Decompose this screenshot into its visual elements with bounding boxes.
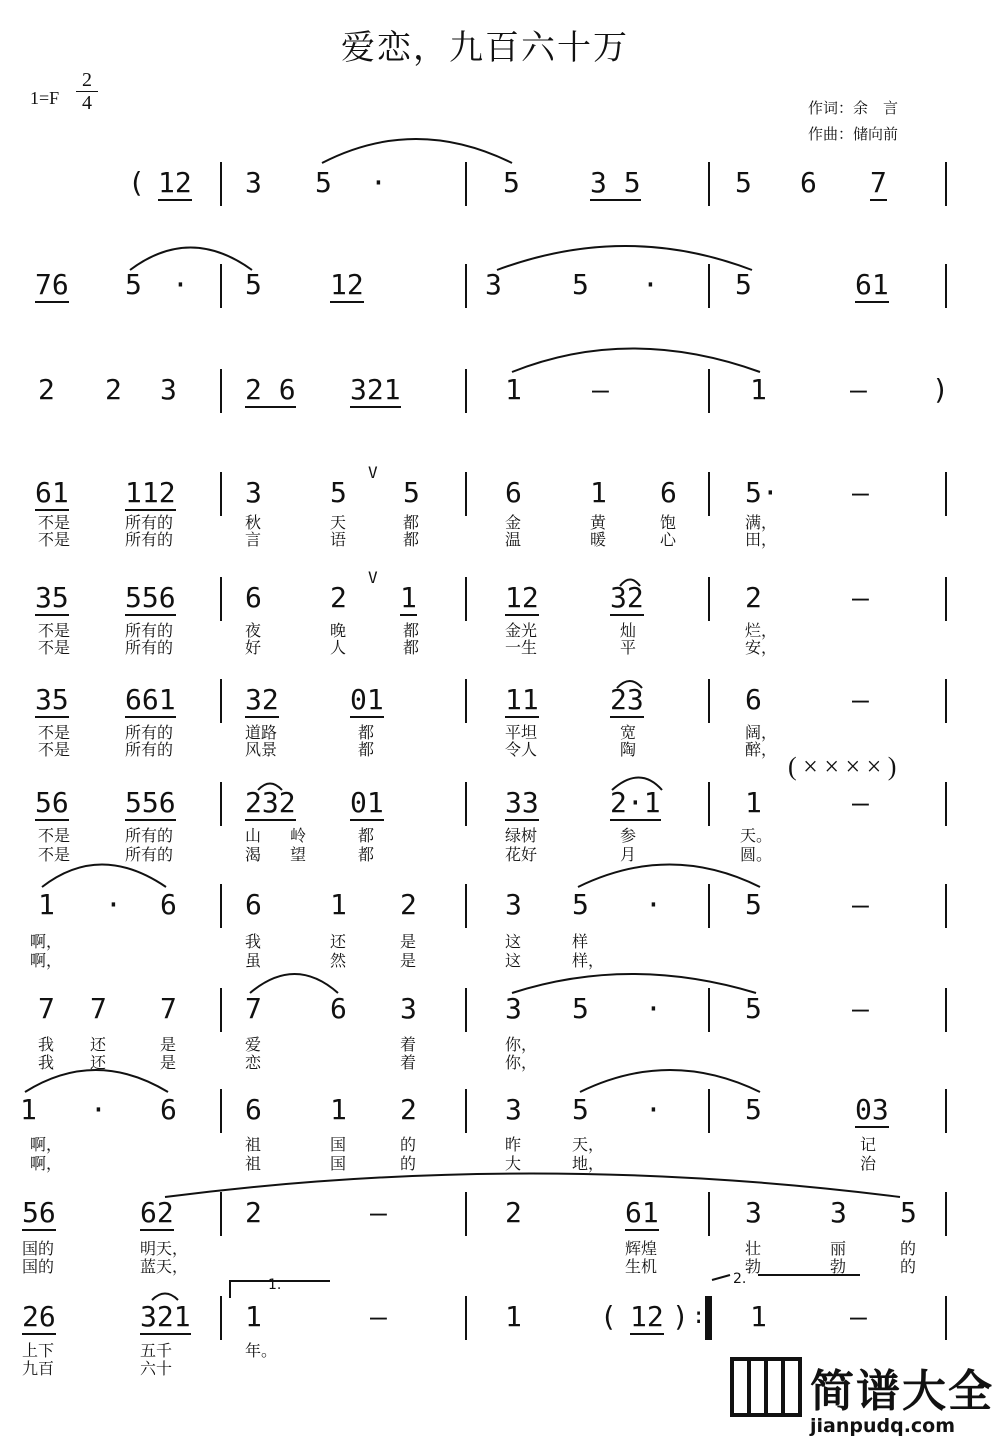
lyric: 啊， bbox=[30, 951, 63, 970]
note: 1 bbox=[505, 373, 522, 406]
lyric: 这 bbox=[505, 951, 522, 970]
note: 7 bbox=[870, 166, 887, 199]
note: 321 bbox=[140, 1300, 191, 1333]
note: 5 bbox=[745, 992, 762, 1025]
lyric: 陶 bbox=[620, 740, 637, 759]
note: 1 bbox=[400, 581, 417, 614]
lyric: 这 bbox=[505, 932, 522, 951]
note: 56 bbox=[35, 786, 69, 819]
note: – bbox=[852, 476, 869, 509]
lyric: 记 bbox=[860, 1135, 877, 1154]
repeat-barline bbox=[705, 1296, 712, 1340]
note: 5 bbox=[745, 1093, 762, 1126]
note: 1 bbox=[330, 888, 347, 921]
note: 01 bbox=[350, 786, 384, 819]
slur bbox=[42, 865, 166, 888]
lyric: 人 bbox=[330, 638, 347, 657]
note: 5 bbox=[403, 476, 420, 509]
note: · bbox=[90, 1093, 107, 1126]
note: 2 bbox=[505, 1196, 522, 1229]
note: 5 bbox=[245, 268, 262, 301]
note: 5 bbox=[125, 268, 142, 301]
lyric: 醉， bbox=[745, 740, 778, 759]
lyric: 丽 bbox=[830, 1239, 847, 1258]
lyric: 治 bbox=[860, 1154, 877, 1173]
lyric: 语 bbox=[330, 530, 347, 549]
lyric: 的 bbox=[900, 1257, 917, 1276]
note: 1 bbox=[590, 476, 607, 509]
note: · bbox=[370, 166, 387, 199]
lyric: 不是 bbox=[38, 638, 71, 657]
lyric: 都 bbox=[358, 723, 375, 742]
note: – bbox=[370, 1196, 387, 1229]
note: 03 bbox=[855, 1093, 889, 1126]
lyric: 绿树 bbox=[505, 826, 538, 845]
lyric: 宽 bbox=[620, 723, 637, 742]
slur bbox=[580, 1070, 760, 1092]
lyric: 着 bbox=[400, 1053, 417, 1072]
note: · bbox=[645, 1093, 662, 1126]
note: 3 bbox=[830, 1196, 847, 1229]
paren-open: ( bbox=[128, 166, 145, 199]
lyric: 都 bbox=[403, 513, 420, 532]
note: 6 bbox=[245, 1093, 262, 1126]
lyric: 山 bbox=[245, 826, 262, 845]
note: 3 bbox=[245, 476, 262, 509]
paren-close: ) bbox=[932, 373, 949, 406]
repeat-dots: : bbox=[692, 1304, 706, 1329]
lyric: 风景 bbox=[245, 740, 278, 759]
note: 32 bbox=[245, 683, 279, 716]
lyric: 还 bbox=[90, 1035, 107, 1054]
lyric: 着 bbox=[400, 1035, 417, 1054]
lyric: 的 bbox=[400, 1154, 417, 1173]
lyric: 不是 bbox=[38, 740, 71, 759]
note: – bbox=[370, 1300, 387, 1333]
note: 5 bbox=[315, 166, 332, 199]
lyric: 是 bbox=[400, 932, 417, 951]
lyric: 黄 bbox=[590, 513, 607, 532]
slur bbox=[25, 1070, 168, 1092]
lyric: 大 bbox=[505, 1154, 522, 1173]
lyric: 明天， bbox=[140, 1239, 189, 1258]
note: – bbox=[850, 373, 867, 406]
breath-mark: V bbox=[368, 463, 378, 482]
lyric: 祖 bbox=[245, 1154, 262, 1173]
lyric: 都 bbox=[358, 740, 375, 759]
note: 2·1 bbox=[610, 786, 661, 819]
note: – bbox=[852, 888, 869, 921]
lyric: 还 bbox=[90, 1053, 107, 1072]
lyric: 所有的 bbox=[125, 826, 174, 845]
lyric: 温 bbox=[505, 530, 522, 549]
lyric: 平坦 bbox=[505, 723, 538, 742]
lyric: 不是 bbox=[38, 723, 71, 742]
lyric: 参 bbox=[620, 826, 637, 845]
lyric: 样， bbox=[572, 951, 605, 970]
composer: 作曲：储向前 bbox=[808, 125, 899, 143]
volta-1: 1. bbox=[268, 1277, 282, 1293]
lyric: 是 bbox=[160, 1035, 177, 1054]
note: 5· bbox=[745, 476, 779, 509]
note: 3 bbox=[505, 1093, 522, 1126]
piano-keys-icon bbox=[730, 1357, 802, 1417]
note: – bbox=[852, 683, 869, 716]
note: 5 bbox=[572, 1093, 589, 1126]
lyric: 五千 bbox=[140, 1341, 173, 1360]
note: 1 bbox=[38, 888, 55, 921]
watermark-url: jianpudq.com bbox=[810, 1415, 956, 1437]
paren-close: ) bbox=[672, 1300, 689, 1333]
note: 6 bbox=[505, 476, 522, 509]
note: 7 bbox=[160, 992, 177, 1025]
note: 5 bbox=[572, 268, 589, 301]
slur bbox=[250, 974, 338, 993]
note: 35 bbox=[35, 683, 69, 716]
note: 661 bbox=[125, 683, 176, 716]
note: 23 bbox=[610, 683, 644, 716]
note: 3 bbox=[505, 992, 522, 1025]
lyric: 不是 bbox=[38, 530, 71, 549]
note: 3 bbox=[505, 888, 522, 921]
note: 12 bbox=[505, 581, 539, 614]
note: · bbox=[645, 888, 662, 921]
note: 61 bbox=[855, 268, 889, 301]
lyric: 样 bbox=[572, 932, 589, 951]
lyric: 都 bbox=[358, 826, 375, 845]
lyric: 都 bbox=[403, 638, 420, 657]
note: 2 bbox=[105, 373, 122, 406]
lyric: 秋 bbox=[245, 513, 262, 532]
lyric: 生机 bbox=[625, 1257, 658, 1276]
lyric: 令人 bbox=[505, 740, 538, 759]
note: 1 bbox=[745, 786, 762, 819]
note: 556 bbox=[125, 581, 176, 614]
note: 7 bbox=[38, 992, 55, 1025]
lyric: 地， bbox=[572, 1154, 605, 1173]
slur bbox=[512, 974, 756, 993]
note: 6 bbox=[160, 888, 177, 921]
lyric: 是 bbox=[400, 951, 417, 970]
note: 62 bbox=[140, 1196, 174, 1229]
lyric: 勃 bbox=[745, 1257, 762, 1276]
lyric: 我 bbox=[38, 1035, 55, 1054]
note: 61 bbox=[35, 476, 69, 509]
lyric: 勃 bbox=[830, 1257, 847, 1276]
note: 5 bbox=[735, 268, 752, 301]
note: 2 bbox=[245, 1196, 262, 1229]
lyric: 的 bbox=[400, 1135, 417, 1154]
lyric: 祖 bbox=[245, 1135, 262, 1154]
slur bbox=[512, 349, 760, 373]
note: 2 6 bbox=[245, 373, 296, 406]
note: 2 bbox=[400, 1093, 417, 1126]
lyric: 岭 bbox=[290, 826, 307, 845]
note: 12 bbox=[158, 166, 192, 199]
lyric: 不是 bbox=[38, 621, 71, 640]
lyric: 心 bbox=[660, 530, 677, 549]
lyric: 上下 bbox=[22, 1341, 55, 1360]
slur bbox=[578, 865, 760, 888]
lyric: 烂， bbox=[745, 621, 778, 640]
note: 5 bbox=[745, 888, 762, 921]
note: 01 bbox=[350, 683, 384, 716]
lyric: 蓝天， bbox=[140, 1257, 189, 1276]
lyric: 都 bbox=[358, 845, 375, 864]
slur bbox=[130, 248, 252, 271]
note: 5 bbox=[572, 992, 589, 1025]
lyric: 国 bbox=[330, 1154, 347, 1173]
lyric: 金 bbox=[505, 513, 522, 532]
note: 5 bbox=[503, 166, 520, 199]
lyric: 田， bbox=[745, 530, 778, 549]
lyric: 暖 bbox=[590, 530, 607, 549]
lyric: 一生 bbox=[505, 638, 538, 657]
lyric: 辉煌 bbox=[625, 1239, 658, 1258]
lyric: 天 bbox=[330, 513, 347, 532]
note: 321 bbox=[350, 373, 401, 406]
time-signature bbox=[76, 70, 98, 113]
note: 1 bbox=[750, 1300, 767, 1333]
note: – bbox=[592, 373, 609, 406]
lyric: 虽 bbox=[245, 951, 262, 970]
slur bbox=[497, 246, 752, 270]
lyric: 你， bbox=[505, 1035, 538, 1054]
lyric: 爱 bbox=[245, 1035, 262, 1054]
lyric: 好 bbox=[245, 638, 262, 657]
lyric: 所有的 bbox=[125, 621, 174, 640]
lyric: 国 bbox=[330, 1135, 347, 1154]
lyric: 恋 bbox=[245, 1053, 262, 1072]
breath-mark: V bbox=[368, 568, 378, 587]
lyric: 都 bbox=[403, 621, 420, 640]
note: 11 bbox=[505, 683, 539, 716]
lyric: 国的 bbox=[22, 1257, 55, 1276]
lyric: 圆。 bbox=[740, 845, 773, 864]
lyric: 年。 bbox=[245, 1341, 278, 1360]
note: 6 bbox=[745, 683, 762, 716]
note: 3 bbox=[160, 373, 177, 406]
lyric: 言 bbox=[245, 530, 262, 549]
note: 6 bbox=[245, 581, 262, 614]
note: 3 bbox=[245, 166, 262, 199]
lyric: 所有的 bbox=[125, 530, 174, 549]
lyric: 壮 bbox=[745, 1239, 762, 1258]
lyric: 然 bbox=[330, 951, 347, 970]
lyric: 天， bbox=[572, 1135, 605, 1154]
key-signature: 1=F bbox=[30, 88, 60, 108]
note: · bbox=[645, 992, 662, 1025]
note: 1 bbox=[505, 1300, 522, 1333]
lyric: 金光 bbox=[505, 621, 538, 640]
lyric: 所有的 bbox=[125, 513, 174, 532]
time-bottom: 4 bbox=[82, 92, 92, 114]
note: · bbox=[105, 888, 122, 921]
lyric: 昨 bbox=[505, 1135, 522, 1154]
note: 33 bbox=[505, 786, 539, 819]
lyric: 所有的 bbox=[125, 723, 174, 742]
note: 5 bbox=[330, 476, 347, 509]
note: 76 bbox=[35, 268, 69, 301]
lyric: 我 bbox=[38, 1053, 55, 1072]
note: 3 5 bbox=[590, 166, 641, 199]
note: 5 bbox=[900, 1196, 917, 1229]
note: 12 bbox=[630, 1300, 664, 1333]
lyric: 你， bbox=[505, 1053, 538, 1072]
note: 3 bbox=[400, 992, 417, 1025]
lyric: 夜 bbox=[245, 621, 262, 640]
lyric: 是 bbox=[160, 1053, 177, 1072]
note: 232 bbox=[245, 786, 296, 819]
note: 5 bbox=[735, 166, 752, 199]
note: 6 bbox=[660, 476, 677, 509]
note: 26 bbox=[22, 1300, 56, 1333]
lyric: 道路 bbox=[245, 723, 278, 742]
lyric: 不是 bbox=[38, 826, 71, 845]
note: – bbox=[852, 786, 869, 819]
note: · bbox=[642, 268, 659, 301]
slur bbox=[165, 1174, 900, 1198]
lyric: 啊， bbox=[30, 1135, 63, 1154]
time-top: 2 bbox=[82, 69, 92, 91]
lyric: 晚 bbox=[330, 621, 347, 640]
note: 112 bbox=[125, 476, 176, 509]
lyric: 望 bbox=[290, 845, 307, 864]
interlude-rest: ( × × × × ) bbox=[788, 752, 897, 781]
note: 35 bbox=[35, 581, 69, 614]
lyric: 啊， bbox=[30, 932, 63, 951]
note: 3 bbox=[485, 268, 502, 301]
note: 7 bbox=[90, 992, 107, 1025]
watermark bbox=[730, 1355, 994, 1445]
lyric: 阔， bbox=[745, 723, 778, 742]
note: 2 bbox=[330, 581, 347, 614]
paren-open: ( bbox=[600, 1300, 617, 1333]
note: 32 bbox=[610, 581, 644, 614]
note: 61 bbox=[625, 1196, 659, 1229]
lyric: 所有的 bbox=[125, 740, 174, 759]
note: 6 bbox=[330, 992, 347, 1025]
note: 6 bbox=[800, 166, 817, 199]
lyric: 渴 bbox=[245, 845, 262, 864]
note: 2 bbox=[745, 581, 762, 614]
lyric: 我 bbox=[245, 932, 262, 951]
lyric: 饱 bbox=[660, 513, 677, 532]
lyric: 国的 bbox=[22, 1239, 55, 1258]
lyric: 九百 bbox=[22, 1359, 55, 1378]
lyric: 啊， bbox=[30, 1154, 63, 1173]
slur bbox=[322, 139, 512, 163]
lyric: 安， bbox=[745, 638, 778, 657]
credits bbox=[808, 95, 898, 147]
volta-2: 2. bbox=[733, 1271, 747, 1287]
lyric: 都 bbox=[403, 530, 420, 549]
lyric: 平 bbox=[620, 638, 637, 657]
watermark-name: 简谱大全 bbox=[810, 1366, 994, 1417]
note: – bbox=[852, 581, 869, 614]
lyric: 六十 bbox=[140, 1359, 173, 1378]
note: 7 bbox=[245, 992, 262, 1025]
lyric: 满， bbox=[745, 513, 778, 532]
note: 556 bbox=[125, 786, 176, 819]
lyric: 的 bbox=[900, 1239, 917, 1258]
lyric: 灿 bbox=[620, 621, 637, 640]
lyric: 不是 bbox=[38, 845, 71, 864]
lyric: 所有的 bbox=[125, 845, 174, 864]
note: 1 bbox=[330, 1093, 347, 1126]
lyric: 所有的 bbox=[125, 638, 174, 657]
lyricist: 作词：余 言 bbox=[808, 99, 899, 117]
note: 1 bbox=[20, 1093, 37, 1126]
note: – bbox=[852, 992, 869, 1025]
note: 56 bbox=[22, 1196, 56, 1229]
note: 2 bbox=[400, 888, 417, 921]
note: 1 bbox=[750, 373, 767, 406]
note: 12 bbox=[330, 268, 364, 301]
note: 2 bbox=[38, 373, 55, 406]
lyric: 花好 bbox=[505, 845, 538, 864]
note: 6 bbox=[245, 888, 262, 921]
note: 6 bbox=[160, 1093, 177, 1126]
note: 3 bbox=[745, 1196, 762, 1229]
lyric: 月 bbox=[620, 845, 637, 864]
lyric: 天。 bbox=[740, 826, 773, 845]
note: · bbox=[172, 268, 189, 301]
note: 1 bbox=[245, 1300, 262, 1333]
page-title: 爱恋，九百六十万 bbox=[341, 28, 629, 68]
lyric: 还 bbox=[330, 932, 347, 951]
lyric: 不是 bbox=[38, 513, 71, 532]
note: – bbox=[850, 1300, 867, 1333]
note: 5 bbox=[572, 888, 589, 921]
